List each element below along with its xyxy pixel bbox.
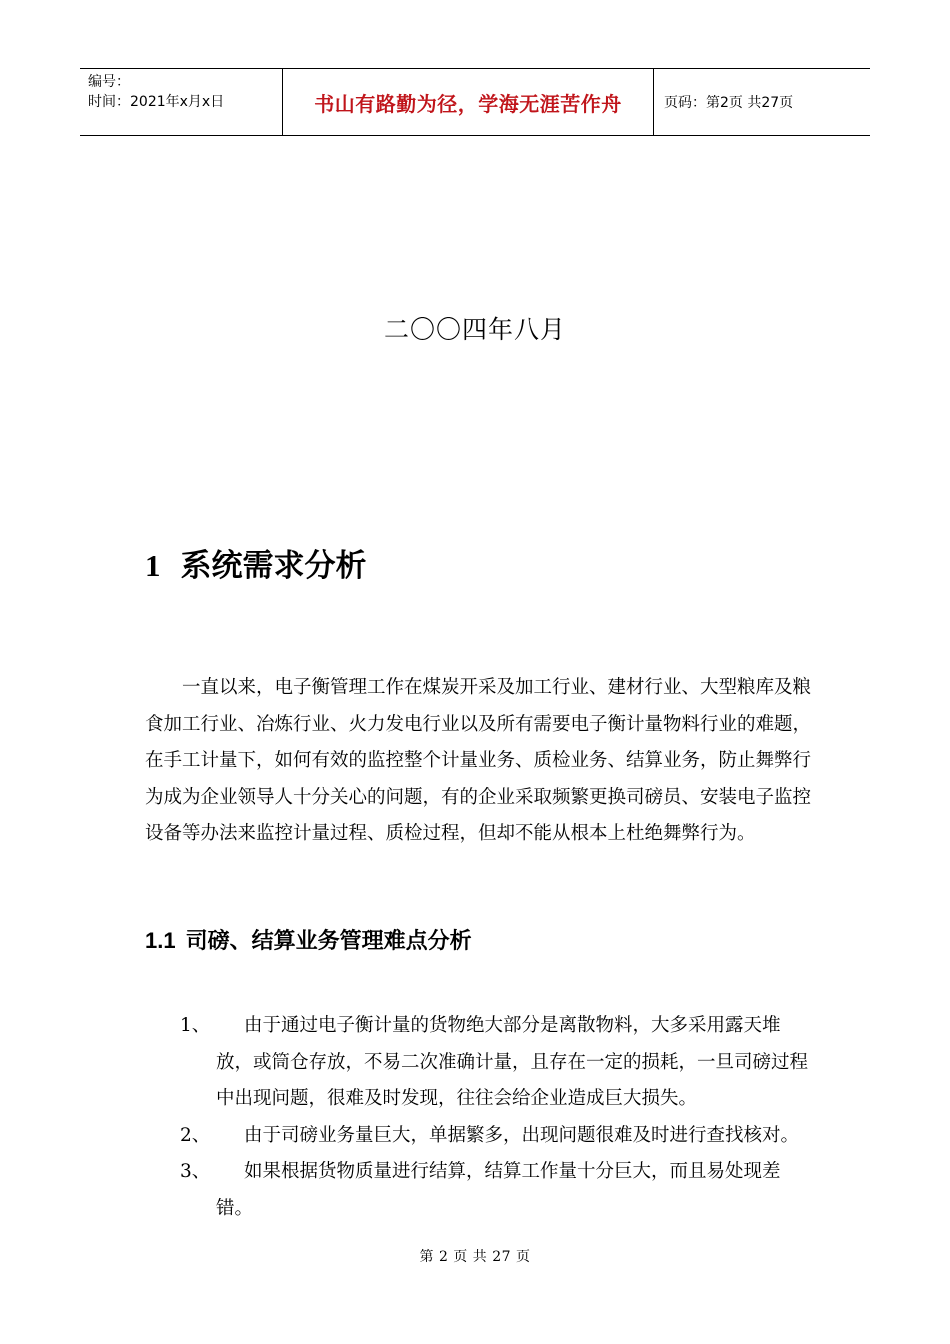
subsection-title: 司磅、结算业务管理难点分析 — [185, 928, 472, 954]
list-item-continuation: 放，或筒仓存放，不易二次准确计量，且存在一定的损耗，一旦司磅过程中出现问题，很难及时发现，往往会给企业造成巨大损失。 — [216, 1051, 809, 1109]
time-label: 时间：2021年x月x日 — [88, 94, 225, 110]
section-number: 1 — [145, 548, 161, 583]
list-item — [180, 1118, 820, 1155]
header-meta — [80, 69, 282, 135]
list-item-first-line: 由于通过电子衡计量的货物绝大部分是离散物料，大多采用露天堆 — [244, 1015, 781, 1036]
section-heading-1 — [145, 540, 367, 585]
subsection-number: 1.1 — [145, 928, 176, 953]
list-marker: 3、 — [180, 1161, 211, 1182]
page-footer: 第 2 页 共 27 页 — [419, 1249, 531, 1265]
list-item-first-line: 由于司磅业务量巨大，单据繁多，出现问题很难及时进行查找核对。 — [244, 1124, 800, 1146]
list-item — [180, 1008, 820, 1118]
intro-paragraph: 一直以来，电子衡管理工作在煤炭开采及加工行业、建材行业、大型粮库及粮食加工行业、冶炼行业、火力发电行业以及所有需要电子衡计量物料行业的难题，在手工计量下，如何有效的监控整个计量业务、质检业务、结算业务，防止舞弊行为成为企业领导人十分关心的问题，有的企业采取频繁更换司磅员、安装电子监控设备等办法来监控计量过程、质检过程，但却不能从根本上杜绝舞弊行为。 — [145, 677, 812, 844]
list-marker: 1、 — [180, 1015, 211, 1036]
subsection-heading-1-1 — [145, 924, 472, 955]
list-marker: 2、 — [180, 1124, 211, 1146]
code-label: 编号： — [88, 74, 130, 90]
header-page-info: 页码：第2页 共27页 — [664, 95, 794, 111]
section-title: 系统需求分析 — [180, 548, 367, 584]
list-item-first-line: 如果根据货物质量进行结算，结算工作量十分巨大，而且易处现差 — [244, 1161, 781, 1182]
header-motto: 书山有路勤为径，学海无涯苦作舟 — [282, 69, 654, 135]
list-item — [180, 1154, 820, 1227]
document-date: 二〇〇四年八月 — [383, 315, 566, 344]
list-item-continuation: 错。 — [216, 1197, 254, 1219]
difficulty-list — [180, 1008, 820, 1227]
page-header — [80, 68, 870, 136]
